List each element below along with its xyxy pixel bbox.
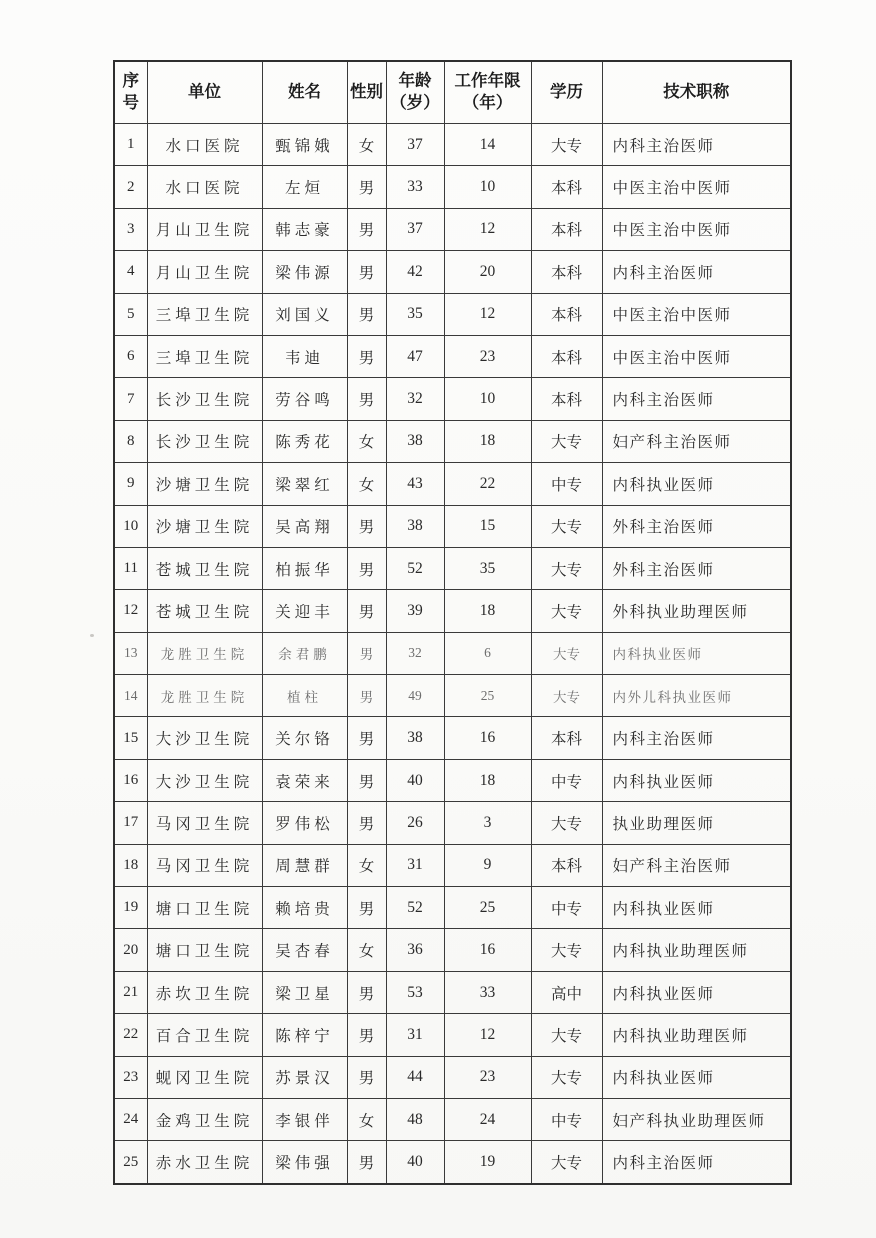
cell-gender: 男 <box>347 802 386 844</box>
cell-education: 本科 <box>531 208 602 250</box>
table-row <box>114 759 791 801</box>
cell-unit: 水口医院 <box>147 124 262 166</box>
table-row <box>114 335 791 377</box>
cell-unit: 马冈卫生院 <box>147 844 262 886</box>
cell-age: 35 <box>386 293 444 335</box>
cell-no: 21 <box>114 971 147 1013</box>
cell-unit: 马冈卫生院 <box>147 802 262 844</box>
cell-unit: 苍城卫生院 <box>147 547 262 589</box>
cell-gender: 女 <box>347 420 386 462</box>
cell-age: 38 <box>386 420 444 462</box>
header-cell-no: 序号 <box>114 61 147 124</box>
cell-name: 劳谷鸣 <box>262 378 347 420</box>
table-row <box>114 971 791 1013</box>
header-cell-name: 姓名 <box>262 61 347 124</box>
cell-no: 11 <box>114 547 147 589</box>
cell-years: 19 <box>444 1141 531 1184</box>
cell-gender: 女 <box>347 844 386 886</box>
cell-no: 25 <box>114 1141 147 1184</box>
cell-education: 大专 <box>531 929 602 971</box>
cell-gender: 男 <box>347 251 386 293</box>
table-row <box>114 717 791 759</box>
cell-no: 15 <box>114 717 147 759</box>
table-row <box>114 844 791 886</box>
cell-title: 内科主治医师 <box>602 1141 791 1184</box>
cell-gender: 女 <box>347 463 386 505</box>
cell-no: 3 <box>114 208 147 250</box>
cell-unit: 苍城卫生院 <box>147 590 262 632</box>
cell-title: 内科执业医师 <box>602 463 791 505</box>
cell-education: 大专 <box>531 505 602 547</box>
cell-education: 中专 <box>531 759 602 801</box>
cell-no: 24 <box>114 1098 147 1140</box>
cell-age: 49 <box>386 675 444 717</box>
cell-age: 38 <box>386 505 444 547</box>
cell-age: 38 <box>386 717 444 759</box>
header-cell-education: 学历 <box>531 61 602 124</box>
cell-years: 6 <box>444 632 531 674</box>
cell-no: 6 <box>114 335 147 377</box>
cell-age: 37 <box>386 208 444 250</box>
cell-name: 吴杏春 <box>262 929 347 971</box>
cell-name: 罗伟松 <box>262 802 347 844</box>
cell-age: 40 <box>386 759 444 801</box>
cell-age: 36 <box>386 929 444 971</box>
table-row <box>114 208 791 250</box>
cell-years: 20 <box>444 251 531 293</box>
cell-title: 中医主治中医师 <box>602 166 791 208</box>
cell-title: 内科执业医师 <box>602 1056 791 1098</box>
cell-gender: 男 <box>347 1056 386 1098</box>
cell-name: 袁荣来 <box>262 759 347 801</box>
cell-no: 22 <box>114 1014 147 1056</box>
cell-age: 48 <box>386 1098 444 1140</box>
cell-gender: 男 <box>347 1141 386 1184</box>
cell-name: 余君鹏 <box>262 632 347 674</box>
cell-years: 15 <box>444 505 531 547</box>
cell-gender: 男 <box>347 675 386 717</box>
cell-no: 19 <box>114 887 147 929</box>
cell-age: 37 <box>386 124 444 166</box>
cell-no: 20 <box>114 929 147 971</box>
cell-age: 31 <box>386 1014 444 1056</box>
cell-no: 13 <box>114 632 147 674</box>
table-row <box>114 420 791 462</box>
cell-title: 妇产科主治医师 <box>602 844 791 886</box>
cell-title: 内科主治医师 <box>602 717 791 759</box>
cell-education: 大专 <box>531 1056 602 1098</box>
cell-title: 内科执业医师 <box>602 759 791 801</box>
cell-years: 14 <box>444 124 531 166</box>
personnel-roster-table <box>113 60 792 1185</box>
cell-education: 大专 <box>531 420 602 462</box>
cell-name: 陈梓宁 <box>262 1014 347 1056</box>
cell-gender: 男 <box>347 717 386 759</box>
cell-education: 大专 <box>531 675 602 717</box>
cell-title: 中医主治中医师 <box>602 208 791 250</box>
cell-education: 大专 <box>531 590 602 632</box>
cell-name: 陈秀花 <box>262 420 347 462</box>
cell-name: 关尔铬 <box>262 717 347 759</box>
cell-title: 执业助理医师 <box>602 802 791 844</box>
cell-unit: 三埠卫生院 <box>147 335 262 377</box>
cell-name: 梁卫星 <box>262 971 347 1013</box>
cell-education: 本科 <box>531 293 602 335</box>
cell-education: 中专 <box>531 887 602 929</box>
cell-years: 23 <box>444 335 531 377</box>
cell-title: 内科执业助理医师 <box>602 929 791 971</box>
cell-years: 10 <box>444 378 531 420</box>
cell-years: 25 <box>444 887 531 929</box>
cell-no: 1 <box>114 124 147 166</box>
cell-education: 本科 <box>531 717 602 759</box>
cell-unit: 百合卫生院 <box>147 1014 262 1056</box>
cell-years: 10 <box>444 166 531 208</box>
cell-years: 33 <box>444 971 531 1013</box>
cell-years: 18 <box>444 420 531 462</box>
cell-name: 苏景汉 <box>262 1056 347 1098</box>
cell-unit: 塘口卫生院 <box>147 887 262 929</box>
cell-name: 周慧群 <box>262 844 347 886</box>
cell-name: 李银伴 <box>262 1098 347 1140</box>
cell-age: 52 <box>386 547 444 589</box>
cell-gender: 男 <box>347 208 386 250</box>
cell-title: 中医主治中医师 <box>602 335 791 377</box>
cell-education: 大专 <box>531 124 602 166</box>
cell-gender: 男 <box>347 378 386 420</box>
cell-education: 中专 <box>531 1098 602 1140</box>
cell-title: 外科主治医师 <box>602 505 791 547</box>
cell-age: 39 <box>386 590 444 632</box>
cell-no: 18 <box>114 844 147 886</box>
cell-education: 本科 <box>531 251 602 293</box>
header-cell-age: 年龄（岁） <box>386 61 444 124</box>
cell-unit: 三埠卫生院 <box>147 293 262 335</box>
cell-unit: 赤坎卫生院 <box>147 971 262 1013</box>
cell-years: 9 <box>444 844 531 886</box>
cell-years: 12 <box>444 208 531 250</box>
cell-unit: 月山卫生院 <box>147 251 262 293</box>
table-row <box>114 1056 791 1098</box>
cell-education: 本科 <box>531 844 602 886</box>
cell-years: 24 <box>444 1098 531 1140</box>
cell-no: 7 <box>114 378 147 420</box>
cell-no: 16 <box>114 759 147 801</box>
table-header <box>114 61 791 124</box>
table-row <box>114 929 791 971</box>
cell-age: 33 <box>386 166 444 208</box>
cell-name: 韩志豪 <box>262 208 347 250</box>
cell-title: 内科执业助理医师 <box>602 1014 791 1056</box>
cell-no: 2 <box>114 166 147 208</box>
cell-title: 妇产科执业助理医师 <box>602 1098 791 1140</box>
cell-years: 16 <box>444 929 531 971</box>
cell-age: 47 <box>386 335 444 377</box>
table-row <box>114 547 791 589</box>
cell-years: 12 <box>444 293 531 335</box>
cell-name: 甄锦娥 <box>262 124 347 166</box>
table-row <box>114 1098 791 1140</box>
table-row <box>114 166 791 208</box>
cell-unit: 赤水卫生院 <box>147 1141 262 1184</box>
cell-unit: 月山卫生院 <box>147 208 262 250</box>
cell-gender: 男 <box>347 887 386 929</box>
cell-unit: 水口医院 <box>147 166 262 208</box>
cell-education: 大专 <box>531 1141 602 1184</box>
cell-unit: 塘口卫生院 <box>147 929 262 971</box>
cell-education: 本科 <box>531 335 602 377</box>
cell-unit: 长沙卫生院 <box>147 378 262 420</box>
header-cell-title: 技术职称 <box>602 61 791 124</box>
cell-name: 关迎丰 <box>262 590 347 632</box>
cell-title: 内科执业医师 <box>602 971 791 1013</box>
cell-no: 23 <box>114 1056 147 1098</box>
cell-age: 44 <box>386 1056 444 1098</box>
cell-gender: 女 <box>347 929 386 971</box>
cell-name: 赖培贵 <box>262 887 347 929</box>
cell-title: 内科主治医师 <box>602 378 791 420</box>
cell-gender: 男 <box>347 547 386 589</box>
cell-name: 吴高翔 <box>262 505 347 547</box>
cell-name: 韦迪 <box>262 335 347 377</box>
cell-title: 妇产科主治医师 <box>602 420 791 462</box>
cell-name: 柏振华 <box>262 547 347 589</box>
cell-education: 大专 <box>531 1014 602 1056</box>
cell-title: 内外儿科执业医师 <box>602 675 791 717</box>
cell-name: 梁伟源 <box>262 251 347 293</box>
cell-unit: 沙塘卫生院 <box>147 505 262 547</box>
cell-gender: 男 <box>347 971 386 1013</box>
cell-gender: 男 <box>347 590 386 632</box>
cell-unit: 龙胜卫生院 <box>147 675 262 717</box>
cell-title: 外科主治医师 <box>602 547 791 589</box>
table-row <box>114 293 791 335</box>
cell-unit: 金鸡卫生院 <box>147 1098 262 1140</box>
cell-unit: 蚬冈卫生院 <box>147 1056 262 1098</box>
table-row <box>114 590 791 632</box>
cell-no: 5 <box>114 293 147 335</box>
cell-education: 大专 <box>531 632 602 674</box>
cell-gender: 男 <box>347 335 386 377</box>
table-row <box>114 802 791 844</box>
cell-years: 18 <box>444 590 531 632</box>
cell-gender: 女 <box>347 124 386 166</box>
cell-unit: 大沙卫生院 <box>147 759 262 801</box>
cell-unit: 龙胜卫生院 <box>147 632 262 674</box>
header-cell-years: 工作年限（年） <box>444 61 531 124</box>
cell-education: 大专 <box>531 547 602 589</box>
cell-age: 40 <box>386 1141 444 1184</box>
cell-gender: 男 <box>347 1014 386 1056</box>
cell-years: 25 <box>444 675 531 717</box>
cell-education: 中专 <box>531 463 602 505</box>
cell-no: 10 <box>114 505 147 547</box>
cell-age: 53 <box>386 971 444 1013</box>
table-row <box>114 632 791 674</box>
cell-education: 本科 <box>531 166 602 208</box>
cell-years: 16 <box>444 717 531 759</box>
cell-years: 23 <box>444 1056 531 1098</box>
cell-no: 4 <box>114 251 147 293</box>
cell-name: 梁翠红 <box>262 463 347 505</box>
header-cell-gender: 性别 <box>347 61 386 124</box>
cell-gender: 男 <box>347 166 386 208</box>
cell-gender: 女 <box>347 1098 386 1140</box>
cell-name: 左烜 <box>262 166 347 208</box>
cell-no: 17 <box>114 802 147 844</box>
cell-gender: 男 <box>347 759 386 801</box>
header-row <box>114 61 791 124</box>
cell-years: 35 <box>444 547 531 589</box>
cell-years: 12 <box>444 1014 531 1056</box>
cell-gender: 男 <box>347 505 386 547</box>
cell-education: 高中 <box>531 971 602 1013</box>
table-row <box>114 463 791 505</box>
cell-title: 内科主治医师 <box>602 124 791 166</box>
cell-gender: 男 <box>347 293 386 335</box>
cell-unit: 长沙卫生院 <box>147 420 262 462</box>
cell-age: 26 <box>386 802 444 844</box>
cell-age: 32 <box>386 632 444 674</box>
cell-years: 18 <box>444 759 531 801</box>
cell-age: 31 <box>386 844 444 886</box>
cell-age: 43 <box>386 463 444 505</box>
cell-no: 14 <box>114 675 147 717</box>
cell-title: 中医主治中医师 <box>602 293 791 335</box>
cell-title: 内科主治医师 <box>602 251 791 293</box>
table-row <box>114 124 791 166</box>
cell-name: 刘国义 <box>262 293 347 335</box>
cell-years: 3 <box>444 802 531 844</box>
cell-no: 8 <box>114 420 147 462</box>
table-row <box>114 505 791 547</box>
cell-years: 22 <box>444 463 531 505</box>
cell-name: 梁伟强 <box>262 1141 347 1184</box>
scan-speck <box>90 634 94 637</box>
table-row <box>114 675 791 717</box>
table-row <box>114 887 791 929</box>
cell-unit: 大沙卫生院 <box>147 717 262 759</box>
cell-title: 内科执业医师 <box>602 632 791 674</box>
cell-name: 植柱 <box>262 675 347 717</box>
cell-no: 9 <box>114 463 147 505</box>
cell-no: 12 <box>114 590 147 632</box>
cell-title: 内科执业医师 <box>602 887 791 929</box>
cell-title: 外科执业助理医师 <box>602 590 791 632</box>
cell-age: 32 <box>386 378 444 420</box>
header-cell-unit: 单位 <box>147 61 262 124</box>
cell-age: 52 <box>386 887 444 929</box>
table-body <box>114 124 791 1184</box>
table-row <box>114 1014 791 1056</box>
cell-unit: 沙塘卫生院 <box>147 463 262 505</box>
cell-education: 大专 <box>531 802 602 844</box>
cell-education: 本科 <box>531 378 602 420</box>
cell-gender: 男 <box>347 632 386 674</box>
table-row <box>114 1141 791 1184</box>
cell-age: 42 <box>386 251 444 293</box>
table-row <box>114 251 791 293</box>
table-row <box>114 378 791 420</box>
